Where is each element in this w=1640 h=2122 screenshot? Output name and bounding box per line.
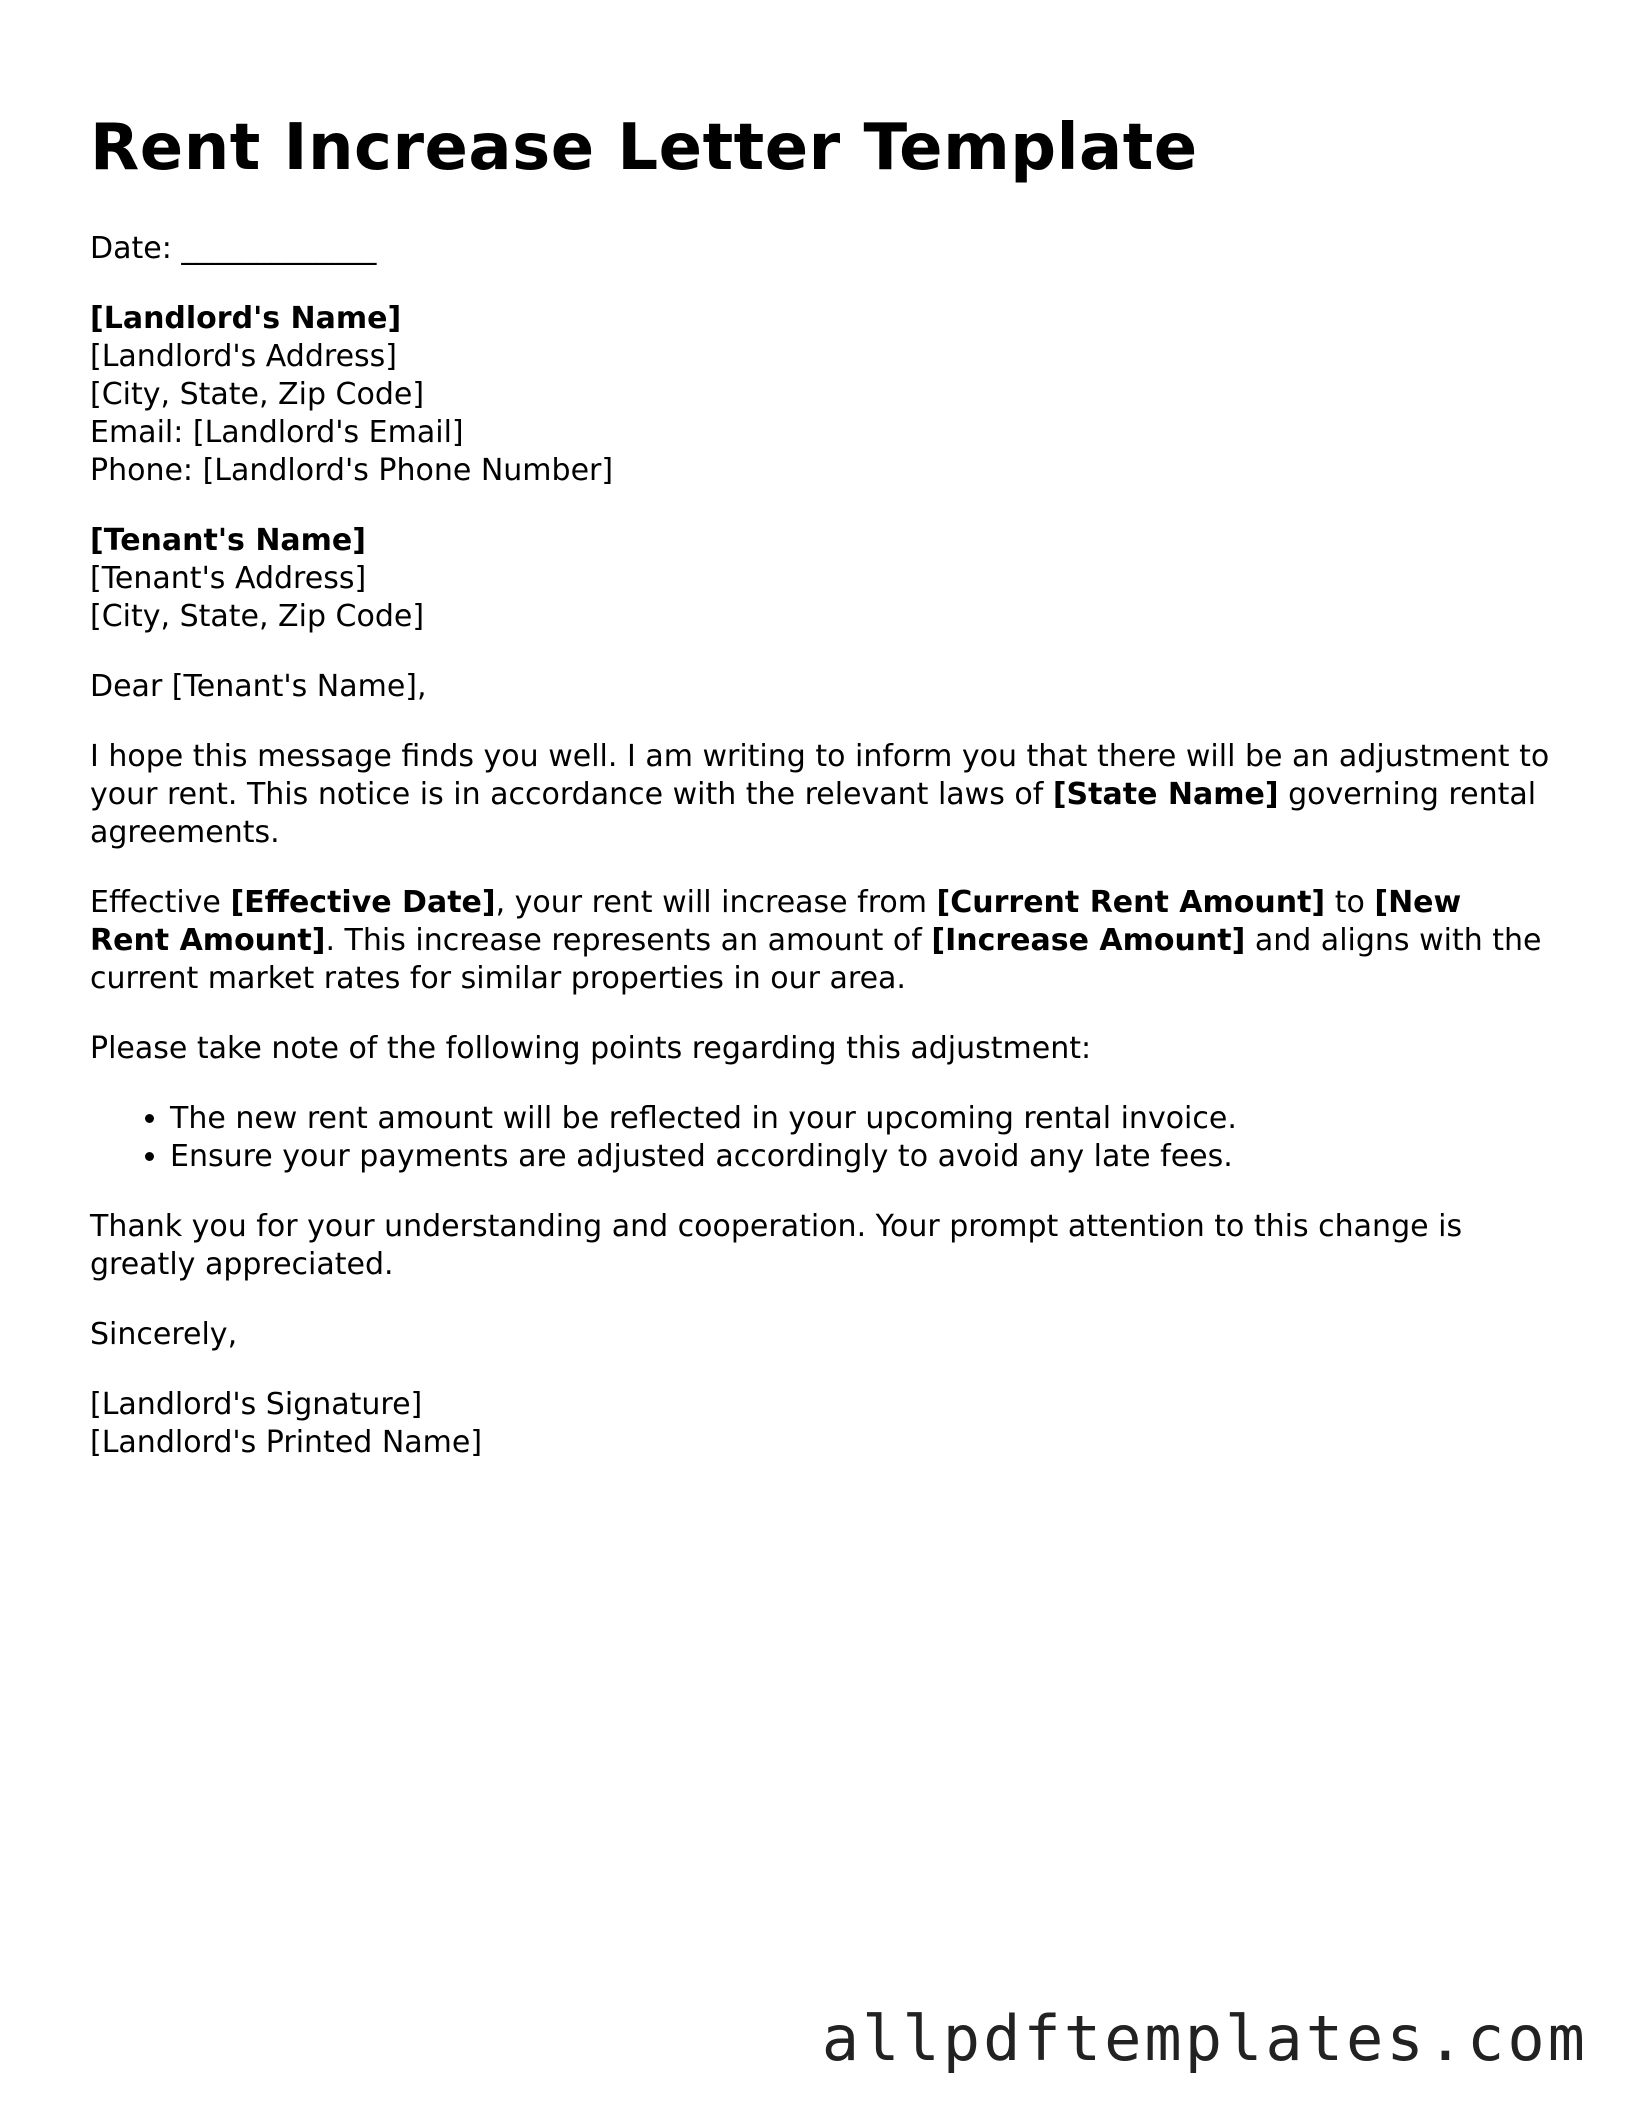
tenant-block [90, 522, 1550, 636]
tenant-address: [Tenant's Address] [90, 561, 367, 596]
date-line [90, 230, 1550, 268]
intro-text-end: governing rental agreements. [90, 777, 1537, 850]
effective-date: [Effective Date] [230, 885, 496, 920]
list-item: • The new rent amount will be reflected in your upcoming rental invoice. [170, 1100, 1550, 1138]
thanks-paragraph: Thank you for your understanding and cooperation. Your prompt attention to this change is greatly appreciated. [90, 1209, 1463, 1282]
watermark: allpdftemplates.com [821, 2002, 1588, 2075]
date-blank: _____________ [181, 231, 377, 266]
tenant-city-state-zip: [City, State, Zip Code] [90, 599, 425, 634]
new-rent-amount: [New Rent Amount] [90, 885, 1462, 958]
points-list [90, 1100, 1550, 1176]
notes-intro: Please take note of the following points regarding this adjustment: [90, 1031, 1092, 1066]
closing: Sincerely, [90, 1317, 238, 1352]
tenant-name: [Tenant's Name] [90, 523, 366, 558]
date-label: Date: [90, 231, 172, 266]
landlord-phone: Phone: [Landlord's Phone Number] [90, 453, 614, 488]
increase-prefix: Effective [90, 885, 221, 920]
intro-paragraph [90, 738, 1550, 852]
landlord-email: Email: [Landlord's Email] [90, 415, 464, 450]
page-title: Rent Increase Letter Template [90, 111, 1198, 185]
increase-paragraph [90, 884, 1550, 998]
landlord-city-state-zip: [City, State, Zip Code] [90, 377, 425, 412]
signature-block [90, 1386, 1550, 1462]
list-item: • Ensure your payments are adjusted accordingly to avoid any late fees. [170, 1138, 1550, 1176]
salutation: Dear [Tenant's Name], [90, 669, 427, 704]
letter-document [90, 108, 1550, 1494]
landlord-address: [Landlord's Address] [90, 339, 397, 374]
increase-mid1: , your rent will increase from [495, 885, 927, 920]
landlord-signature: [Landlord's Signature] [90, 1387, 423, 1422]
landlord-block [90, 300, 1550, 490]
increase-mid2: to [1334, 885, 1365, 920]
increase-suffix: and aligns with the current market rates for similar properties in our area. [90, 923, 1542, 996]
intro-text: I hope this message finds you well. I am writing to inform you that there will be an adjustment to your rent. This notice is in accordance with the relevant laws of [90, 739, 1550, 812]
state-name: [State Name] [1052, 777, 1279, 812]
landlord-name: [Landlord's Name] [90, 301, 402, 336]
current-rent-amount: [Current Rent Amount] [936, 885, 1326, 920]
increase-amount: [Increase Amount] [931, 923, 1246, 958]
landlord-printed-name: [Landlord's Printed Name] [90, 1425, 483, 1460]
increase-mid3: . This increase represents an amount of [325, 923, 922, 958]
